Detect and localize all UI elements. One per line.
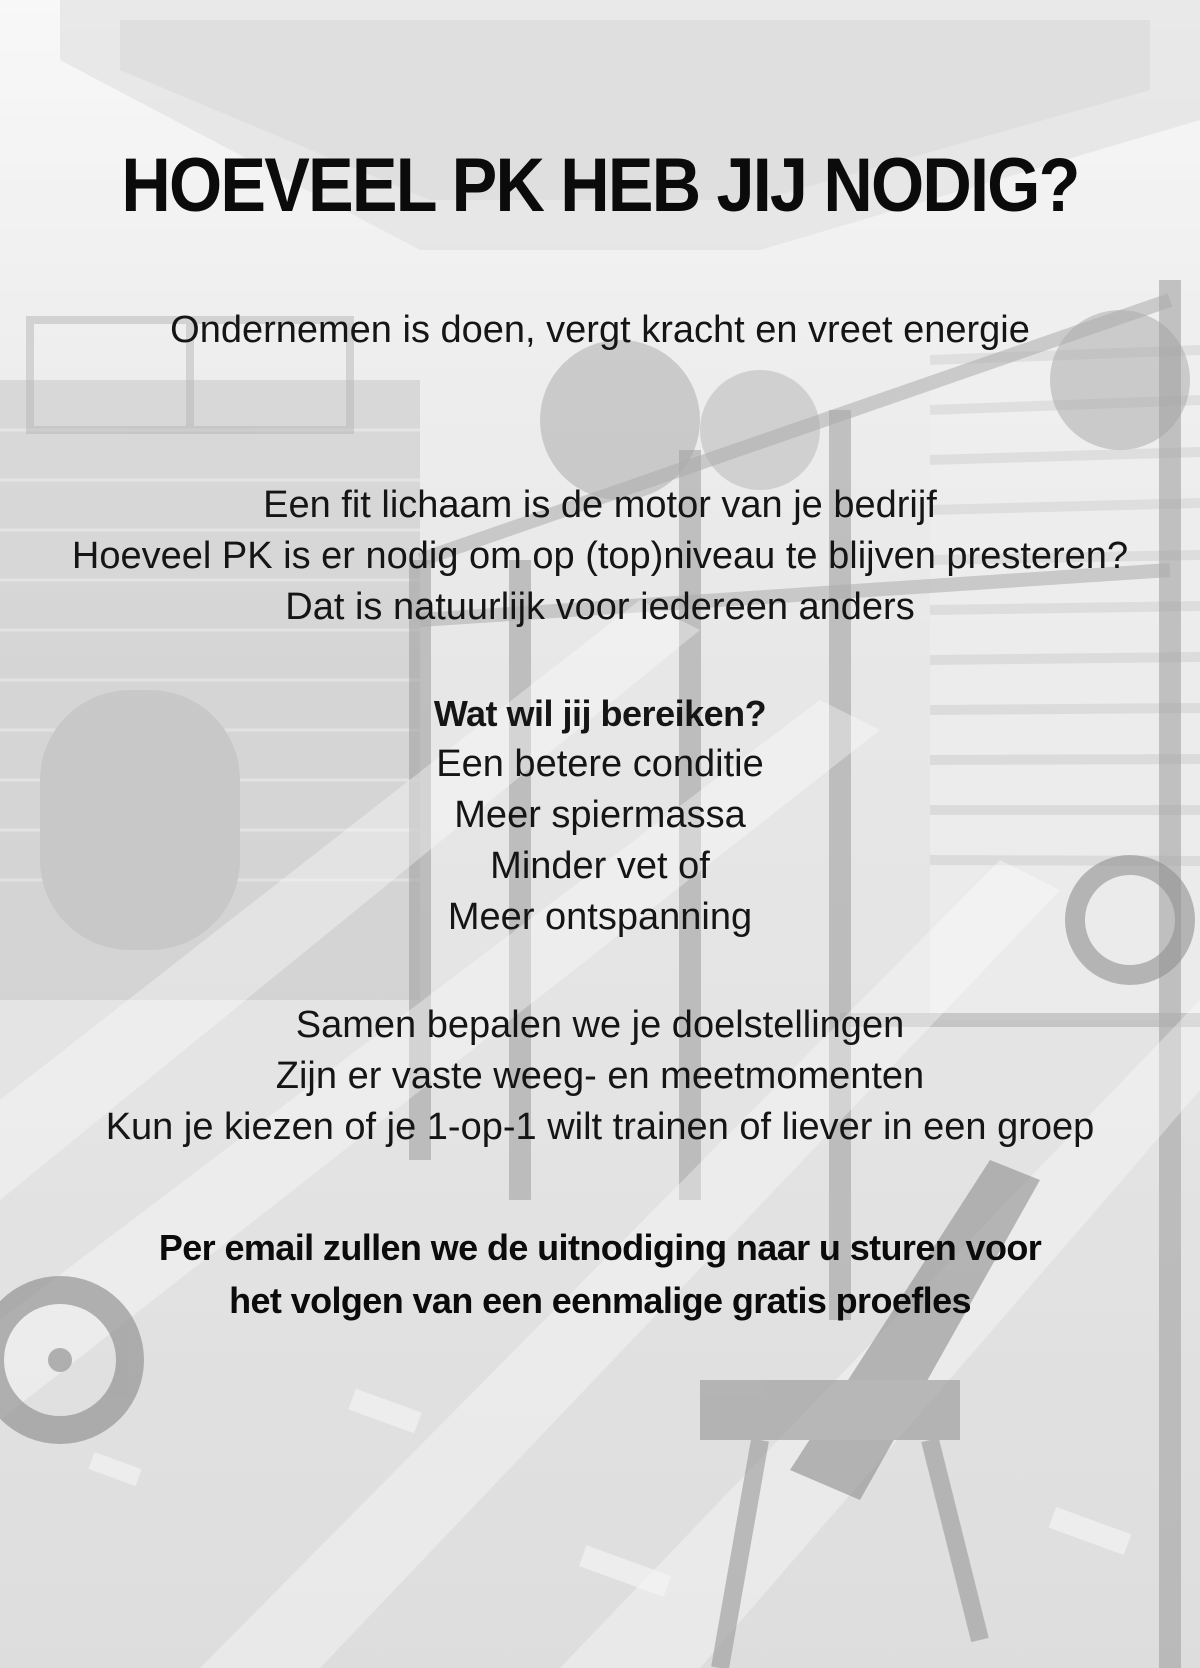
tagline: Ondernemen is doen, vergt kracht en vreet energie [170,309,1030,351]
goals-section [0,688,1200,943]
goal-item: Minder vet of [490,845,710,887]
invitation-note [0,1221,1200,1327]
motor-line: Dat is natuurlijk voor iedereen anders [285,586,915,628]
together-line: Samen bepalen we je doelstellingen [295,1004,905,1046]
together-paragraph [0,1000,1200,1153]
motor-line: Een fit lichaam is de motor van je bedrijf [263,484,937,526]
invite-line: Per email zullen we de uitnodiging naar u sturen voor [158,1227,1042,1268]
motor-paragraph [0,480,1200,633]
page-title: HOEVEEL PK HEB JIJ NODIG? [121,143,1079,228]
together-line: Zijn er vaste weeg- en meetmomenten [275,1055,925,1097]
goal-item: Meer spiermassa [454,794,746,836]
goal-item: Een betere conditie [436,743,764,785]
motor-line: Hoeveel PK is er nodig om op (top)niveau te blijven presteren? [71,535,1129,577]
together-line: Kun je kiezen of je 1-op-1 wilt trainen of liever in een groep [105,1106,1095,1148]
invite-line: het volgen van een eenmalige gratis proefles [229,1280,971,1321]
goal-item: Meer ontspanning [447,896,753,938]
goals-heading: Wat wil jij bereiken? [433,693,767,734]
